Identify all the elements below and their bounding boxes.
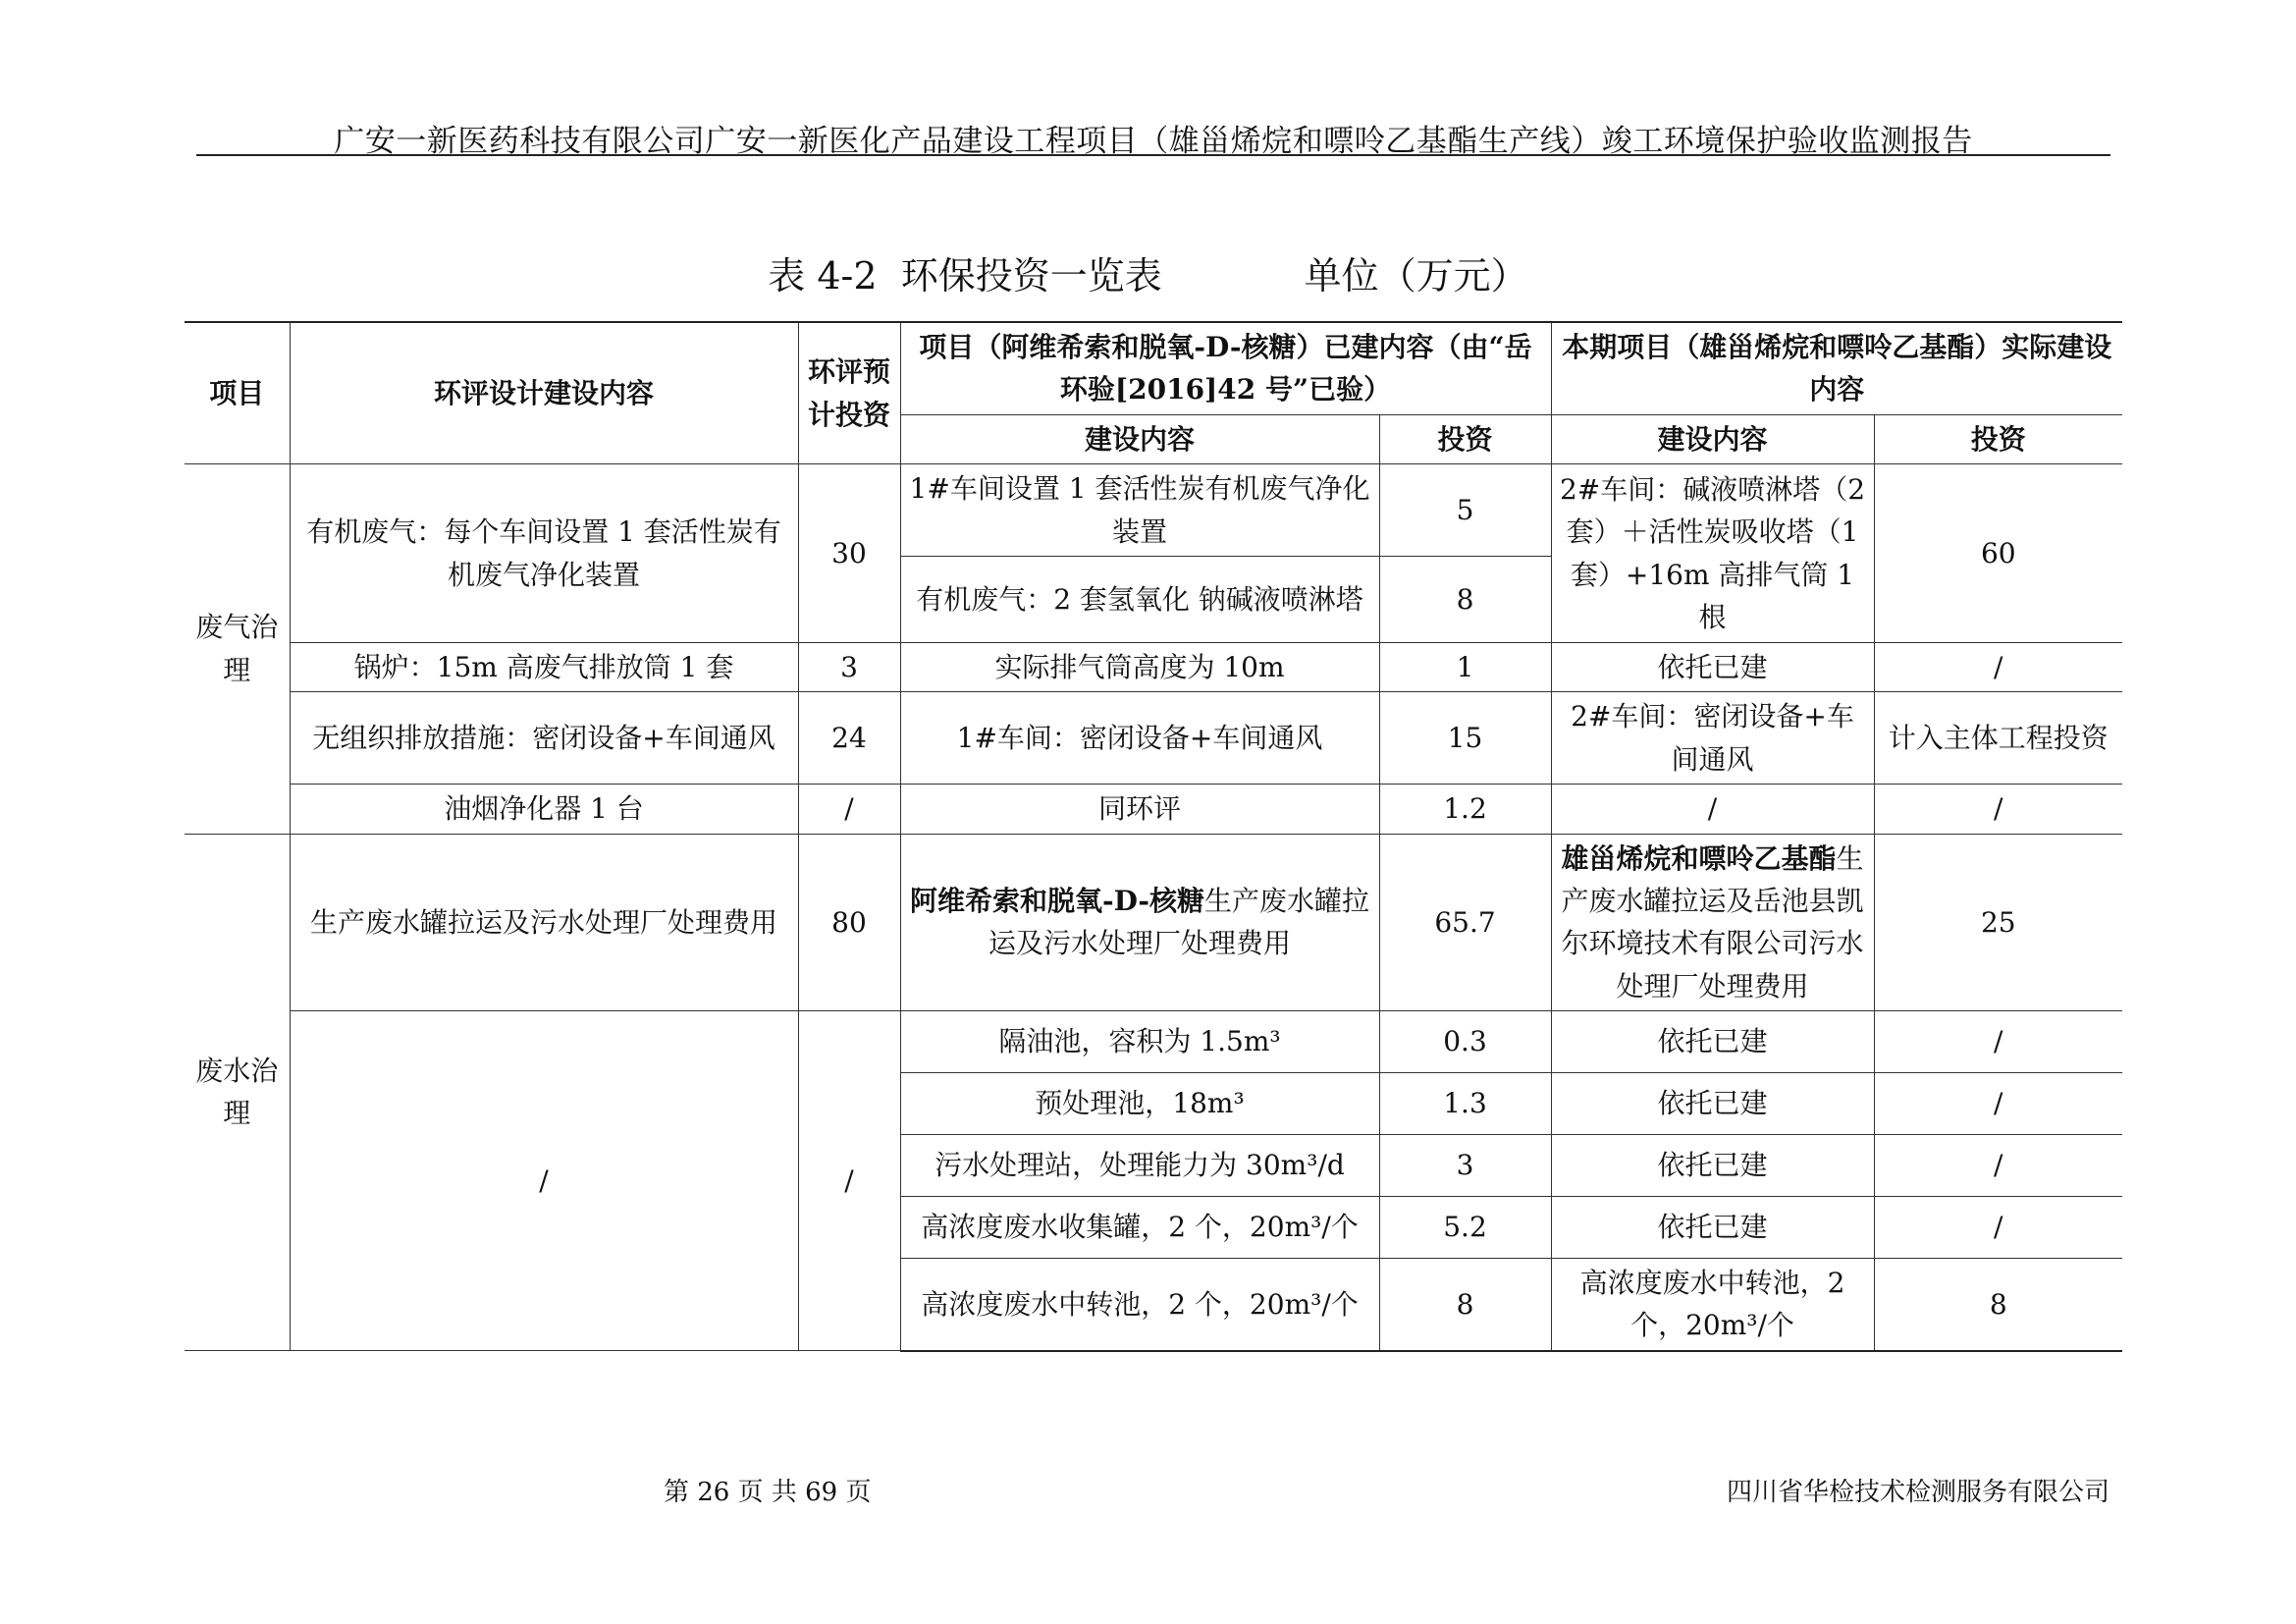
- category-gas: 废气治理: [185, 464, 290, 834]
- gas-r2-actual-invest: /: [1874, 642, 2122, 691]
- header-eia-invest: 环评预计投资: [798, 322, 900, 464]
- header-actual-content: 建设内容: [1551, 414, 1874, 463]
- water-row-actual-content: 依托已建: [1551, 1073, 1874, 1135]
- water-r1-built-rest: 生产废水罐拉运及污水处理厂处理费用: [988, 884, 1370, 960]
- gas-r4-built-invest: 1.2: [1379, 785, 1551, 834]
- header-built-invest: 投资: [1379, 414, 1551, 463]
- water-row-built: 高浓度废水收集罐，2 个，20m³/个: [900, 1197, 1379, 1259]
- water-row-built: 隔油池，容积为 1.5m³: [900, 1011, 1379, 1073]
- header-divider: [196, 154, 2110, 156]
- gas-r1-actual-invest: 60: [1874, 464, 2122, 643]
- gas-r4-eia-invest: /: [798, 785, 900, 834]
- water-row-actual-content: 依托已建: [1551, 1135, 1874, 1197]
- header-actual-invest: 投资: [1874, 414, 2122, 463]
- gas-r1-built-b: 有机废气：2 套氢氧化 钠碱液喷淋塔: [900, 556, 1379, 642]
- gas-r4-built: 同环评: [900, 785, 1379, 834]
- gas-r4-eia-content: 油烟净化器 1 台: [290, 785, 798, 834]
- water-row-actual-content: 高浓度废水中转池，2 个，20m³/个: [1551, 1259, 1874, 1351]
- water-row-built-invest: 5.2: [1379, 1197, 1551, 1259]
- gas-r3-eia-invest: 24: [798, 692, 900, 785]
- water-r2-eia-content: /: [290, 1011, 798, 1351]
- water-row-built: 预处理池，18m³: [900, 1073, 1379, 1135]
- gas-r1-built-a-invest: 5: [1379, 464, 1551, 557]
- water-r1-actual: [1551, 834, 1874, 1011]
- table-caption: 表 4-2 环保投资一览表 单位（万元）: [768, 254, 1528, 298]
- header-actual-group: 本期项目（雄甾烯烷和嘌呤乙基酯）实际建设内容: [1551, 322, 2122, 414]
- water-r1-built-invest: 65.7: [1379, 834, 1551, 1011]
- page-number: 第 26 页 共 69 页: [664, 1478, 872, 1507]
- gas-r3-built-invest: 15: [1379, 692, 1551, 785]
- header-item: 项目: [185, 322, 290, 464]
- gas-r2-eia-invest: 3: [798, 642, 900, 691]
- water-row-actual-invest: /: [1874, 1011, 2122, 1073]
- gas-r1-actual-content: 2#车间：碱液喷淋塔（2 套）＋活性炭吸收塔（1 套）+16m 高排气筒 1 根: [1551, 464, 1874, 643]
- gas-r2-eia-content: 锅炉：15m 高废气排放筒 1 套: [290, 642, 798, 691]
- water-r1-eia-invest: 80: [798, 834, 900, 1011]
- water-row-built-invest: 8: [1379, 1259, 1551, 1351]
- report-header: 广安一新医药科技有限公司广安一新医化产品建设工程项目（雄甾烯烷和嘌呤乙基酯生产线）竣工环境保护验收监测报告: [334, 124, 1973, 159]
- water-row-actual-invest: 8: [1874, 1259, 2122, 1351]
- water-r2-eia-invest: /: [798, 1011, 900, 1351]
- water-row-built: 污水处理站，处理能力为 30m³/d: [900, 1135, 1379, 1197]
- gas-r3-built: 1#车间：密闭设备+车间通风: [900, 692, 1379, 785]
- gas-r1-built-b-invest: 8: [1379, 556, 1551, 642]
- investment-table: [185, 321, 2122, 1352]
- water-row-built: 高浓度废水中转池，2 个，20m³/个: [900, 1259, 1379, 1351]
- gas-r1-built-a: 1#车间设置 1 套活性炭有机废气净化装置: [900, 464, 1379, 557]
- category-water: 废水治理: [185, 834, 290, 1351]
- header-eia-content: 环评设计建设内容: [290, 322, 798, 464]
- gas-r3-actual-invest: 计入主体工程投资: [1874, 692, 2122, 785]
- footer-company: 四川省华检技术检测服务有限公司: [1726, 1478, 2109, 1507]
- water-r1-actual-invest: 25: [1874, 834, 2122, 1011]
- water-r1-actual-rest: 生产废水罐拉运及岳池县凯尔环境技术有限公司污水处理厂处理费用: [1561, 841, 1864, 1002]
- water-r1-actual-bold: 雄甾烯烷和嘌呤乙基酯: [1561, 841, 1837, 875]
- water-row-actual-invest: /: [1874, 1073, 2122, 1135]
- water-r1-built: [900, 834, 1379, 1011]
- water-r1-eia-content: 生产废水罐拉运及污水处理厂处理费用: [290, 834, 798, 1011]
- gas-r4-actual-content: /: [1551, 785, 1874, 834]
- water-row-built-invest: 1.3: [1379, 1073, 1551, 1135]
- gas-r3-eia-content: 无组织排放措施：密闭设备+车间通风: [290, 692, 798, 785]
- water-row-actual-content: 依托已建: [1551, 1011, 1874, 1073]
- gas-r3-actual-content: 2#车间：密闭设备+车间通风: [1551, 692, 1874, 785]
- water-row-actual-content: 依托已建: [1551, 1197, 1874, 1259]
- water-r1-built-bold: 阿维希索和脱氧-D-核糖: [909, 884, 1205, 917]
- header-built-group: 项目（阿维希索和脱氧-D-核糖）已建内容（由“岳环验[2016]42 号”已验）: [900, 322, 1551, 414]
- gas-r1-eia-invest: 30: [798, 464, 900, 643]
- gas-r2-built: 实际排气筒高度为 10m: [900, 642, 1379, 691]
- gas-r2-built-invest: 1: [1379, 642, 1551, 691]
- header-built-content: 建设内容: [900, 414, 1379, 463]
- water-row-built-invest: 0.3: [1379, 1011, 1551, 1073]
- water-row-built-invest: 3: [1379, 1135, 1551, 1197]
- gas-r2-actual-content: 依托已建: [1551, 642, 1874, 691]
- water-row-actual-invest: /: [1874, 1197, 2122, 1259]
- water-row-actual-invest: /: [1874, 1135, 2122, 1197]
- gas-r4-actual-invest: /: [1874, 785, 2122, 834]
- gas-r1-eia-content: 有机废气：每个车间设置 1 套活性炭有机废气净化装置: [290, 464, 798, 643]
